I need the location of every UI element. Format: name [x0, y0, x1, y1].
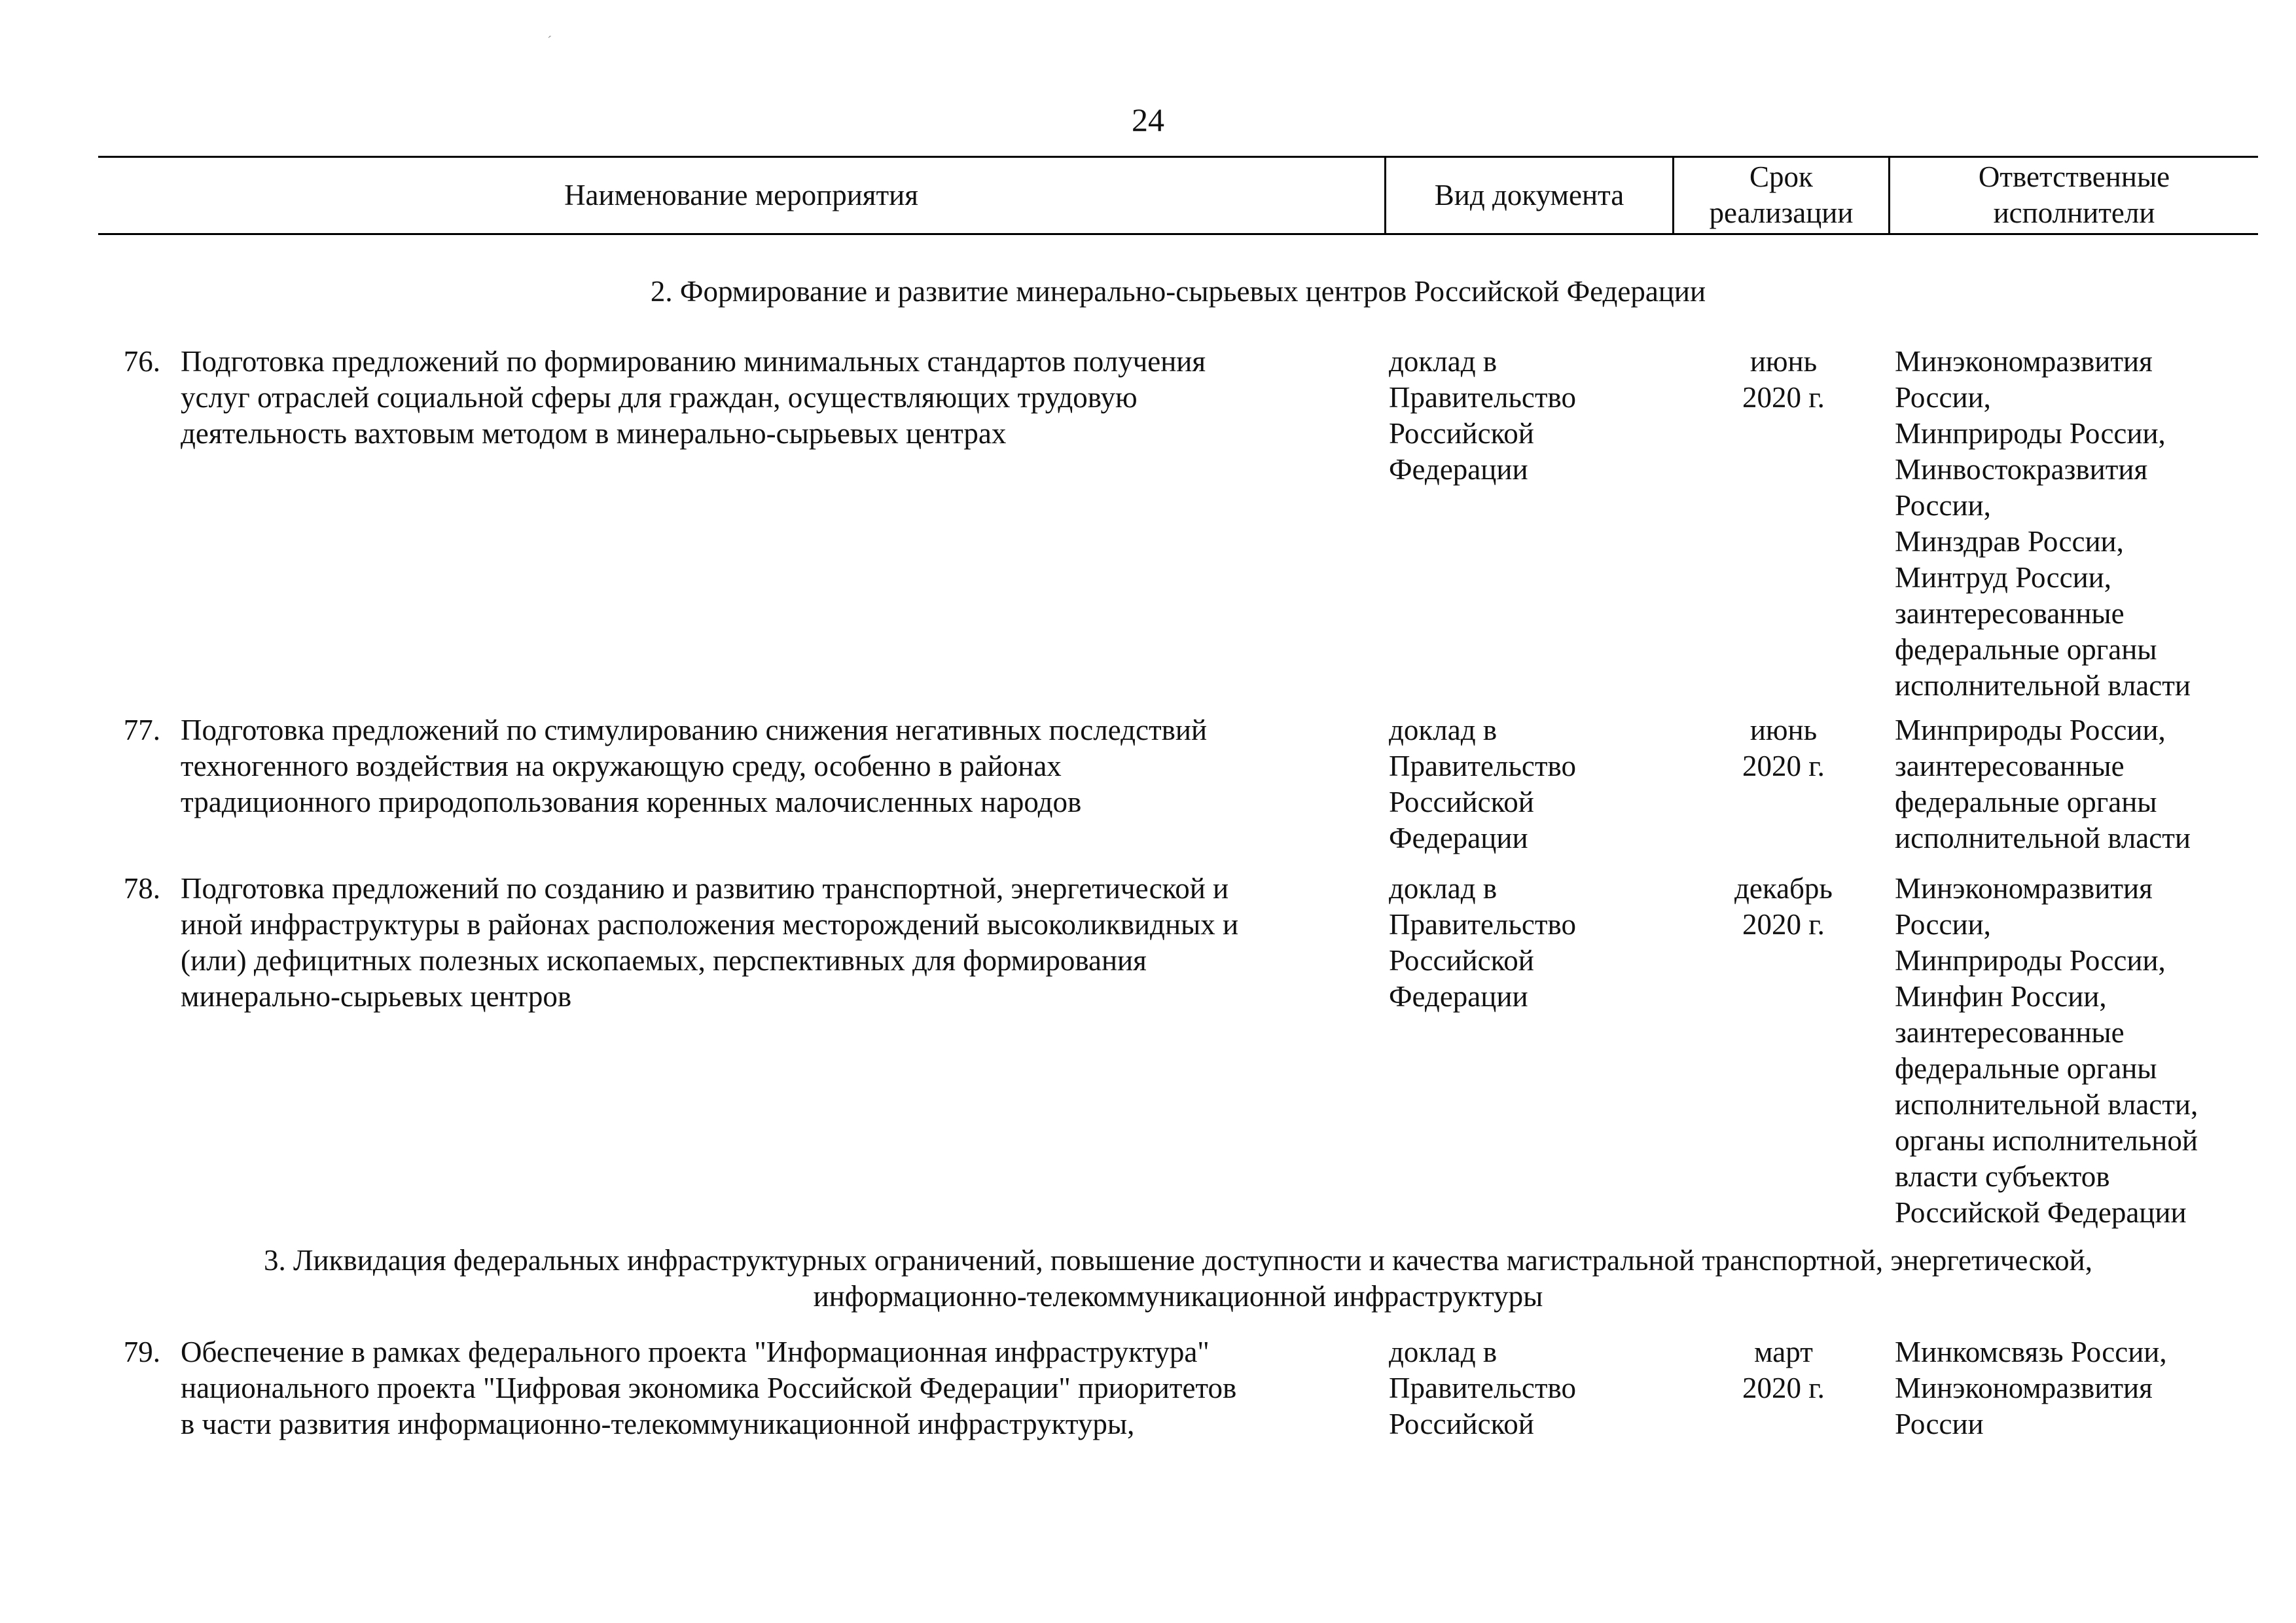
header-term-label-2: реализации: [1709, 196, 1854, 229]
header-cell-term: [1674, 157, 1888, 233]
header-term-label-1: Срок: [1749, 160, 1813, 193]
row-document-type: доклад в Правительство Российской Федерации: [1389, 872, 1576, 1013]
header-exec-label-2: исполнители: [1993, 196, 2155, 229]
row-term: июнь 2020 г.: [1742, 345, 1825, 414]
section-title-line-1: 3. Ликвидация федеральных инфраструктурных ограничений, повышение доступности и качества магистральной транспортной, энергетической,: [264, 1244, 2092, 1277]
row-number: 76.: [123, 345, 160, 378]
row-name: Обеспечение в рамках федерального проекта "Информационная инфраструктура" национального проекта "Цифровая экономика Российской Федерации" приоритетов в части развития информационно-телекоммуникационной инфраструктуры,: [181, 1336, 1237, 1440]
row-term: март 2020 г.: [1742, 1336, 1825, 1404]
header-cell-doc: [1386, 157, 1672, 233]
scan-artifact-mark: ´: [547, 33, 552, 49]
row-document-type: доклад в Правительство Российской Федерации: [1389, 714, 1576, 854]
row-number: 78.: [123, 872, 160, 905]
row-executors: Минэкономразвития России, Минприроды России, Минвостокразвития России, Минздрав России, Минтруд России, заинтересованные федеральные органы исполнительной власти: [1895, 345, 2191, 702]
row-name: Подготовка предложений по формированию минимальных стандартов получения услуг отраслей социальной сферы для граждан, осуществляющих трудовую деятельность вахтовым методом в минерально-сырьевых центрах: [181, 345, 1206, 450]
row-name: Подготовка предложений по созданию и развитию транспортной, энергетической и иной инфраструктуры в районах расположения месторождений высоколиквидных и (или) дефицитных полезных ископаемых, перспективных для формирования минерально-сырьевых центров: [181, 872, 1239, 1013]
row-name: Подготовка предложений по стимулированию снижения негативных последствий техногенного воздействия на окружающую среду, особенно в районах традиционного природопользования коренных малочисленных народов: [181, 714, 1208, 818]
row-executors: Минэкономразвития России, Минприроды России, Минфин России, заинтересованные федеральные органы исполнительной власти, органы исполнительной власти субъектов Российской Федерации: [1895, 872, 2198, 1229]
row-executors: Минприроды России, заинтересованные федеральные органы исполнительной власти: [1895, 714, 2191, 854]
row-number: 77.: [123, 714, 160, 746]
row-document-type: доклад в Правительство Российской: [1389, 1336, 1576, 1440]
header-cell-name: [98, 157, 1384, 233]
row-number: 79.: [123, 1336, 160, 1368]
header-doc-label: Вид документа: [1434, 178, 1624, 211]
header-name-label: Наименование мероприятия: [564, 178, 918, 211]
header-cell-exec: [1890, 157, 2258, 233]
row-executors: Минкомсвязь России, Минэкономразвития России: [1895, 1336, 2167, 1440]
row-document-type: доклад в Правительство Российской Федерации: [1389, 345, 1576, 486]
table-header-bottom-rule: [98, 233, 2258, 235]
page-number: 24: [1132, 101, 1164, 138]
row-term: июнь 2020 г.: [1742, 714, 1825, 782]
section-title-line-2: информационно-телекоммуникационной инфраструктуры: [813, 1280, 1543, 1313]
header-exec-label-1: Ответственные: [1978, 160, 2170, 193]
row-term: декабрь 2020 г.: [1734, 872, 1833, 941]
section-title: 2. Формирование и развитие минерально-сырьевых центров Российской Федерации: [650, 275, 1706, 308]
